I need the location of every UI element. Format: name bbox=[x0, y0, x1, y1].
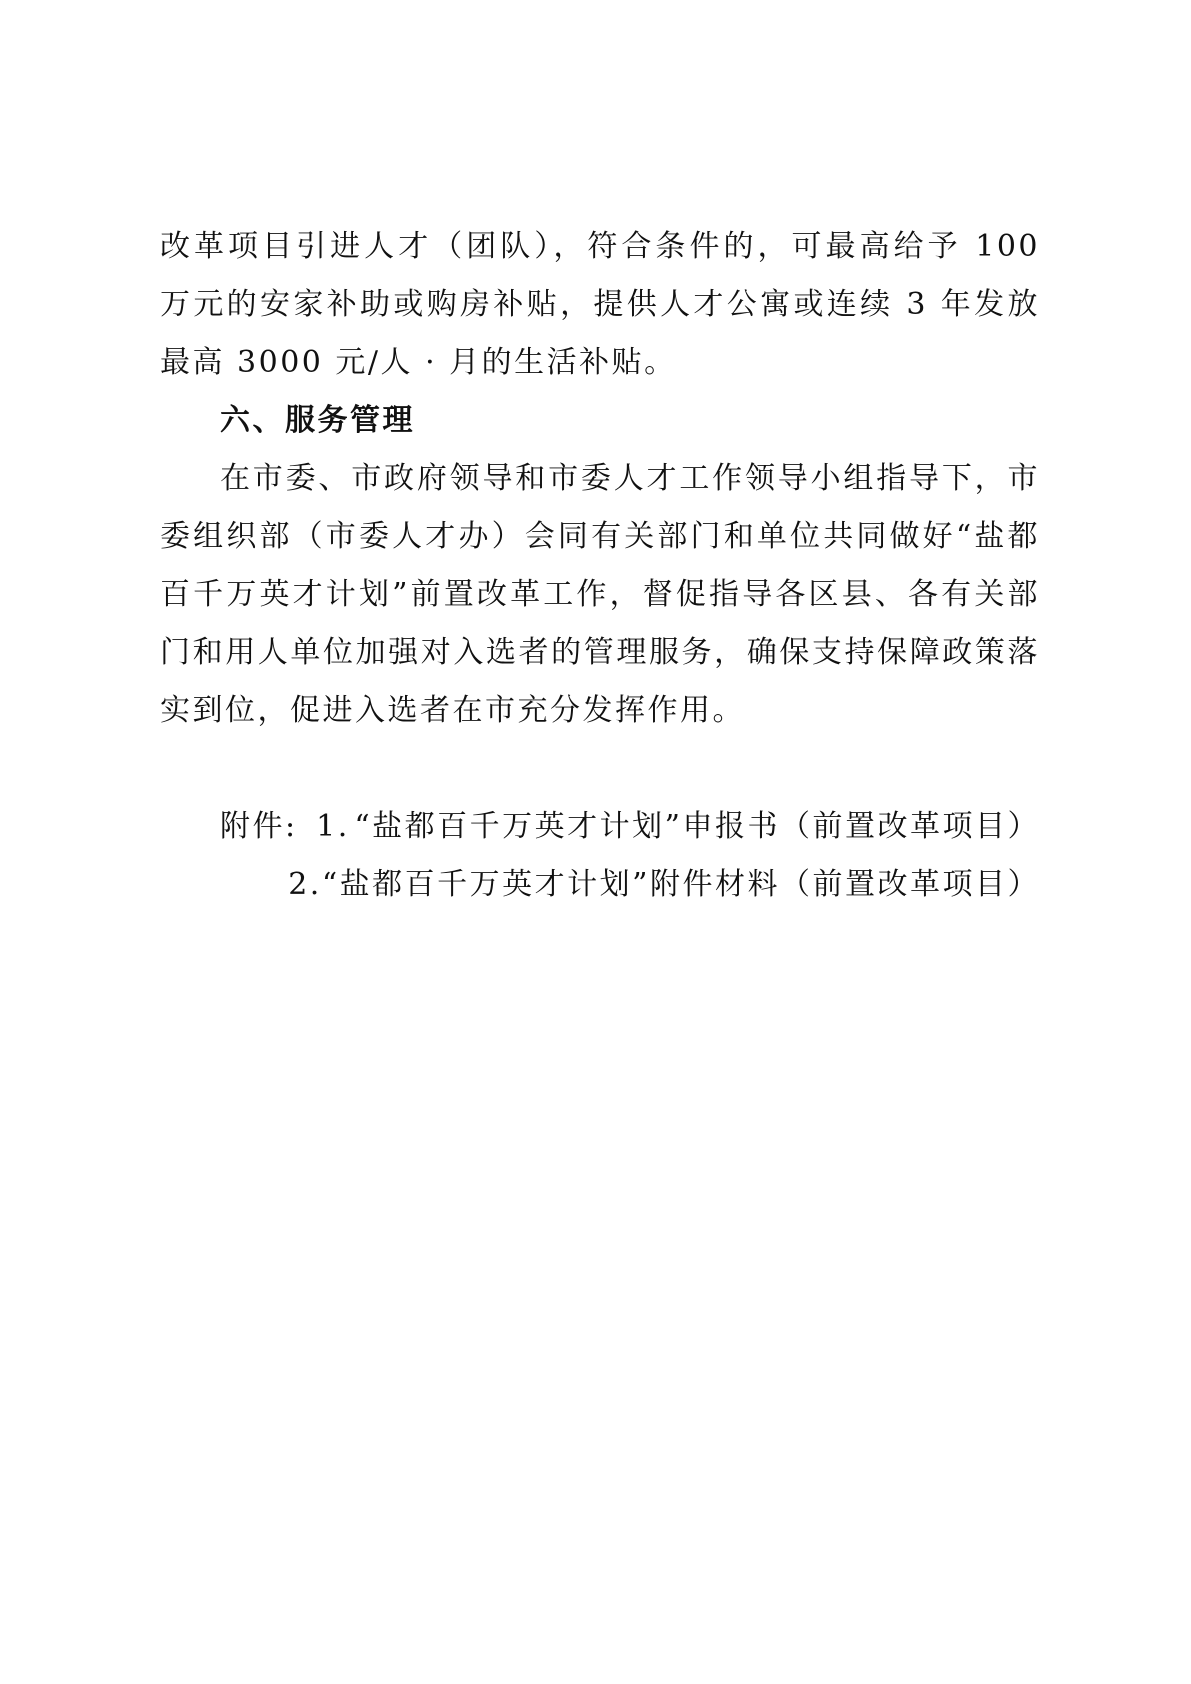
attachments-label-spacer bbox=[160, 856, 288, 914]
attachments-list bbox=[160, 798, 1040, 914]
section-paragraph: 在市委、市政府领导和市委人才工作领导小组指导下，市委组织部（市委人才办）会同有关部门和单位共同做好“盐都百千万英才计划”前置改革工作，督促指导各区县、各有关部门和用人单位加强对入选者的管理服务，确保支持保障政策落实到位，促进入选者在市充分发挥作用。 bbox=[160, 461, 1040, 728]
continued-paragraph: 改革项目引进人才（团队），符合条件的，可最高给予 100 万元的安家补助或购房补贴，提供人才公寓或连续 3 年发放最高 3000 元/人 · 月的生活补贴。 bbox=[160, 229, 1040, 380]
attachment-title: “盐都百千万英才计划”申报书（前置改革项目） bbox=[354, 809, 1040, 844]
document-body bbox=[160, 218, 1040, 914]
attachment-number: 1. bbox=[316, 809, 350, 844]
attachment-title: “盐都百千万英才计划”附件材料（前置改革项目） bbox=[321, 867, 1040, 902]
attachments-label: 附件: bbox=[220, 809, 298, 844]
attachment-number: 2. bbox=[288, 867, 322, 902]
section-heading: 六、服务管理 bbox=[220, 403, 415, 438]
attachment-item bbox=[160, 856, 1040, 914]
attachment-item bbox=[160, 798, 1040, 856]
